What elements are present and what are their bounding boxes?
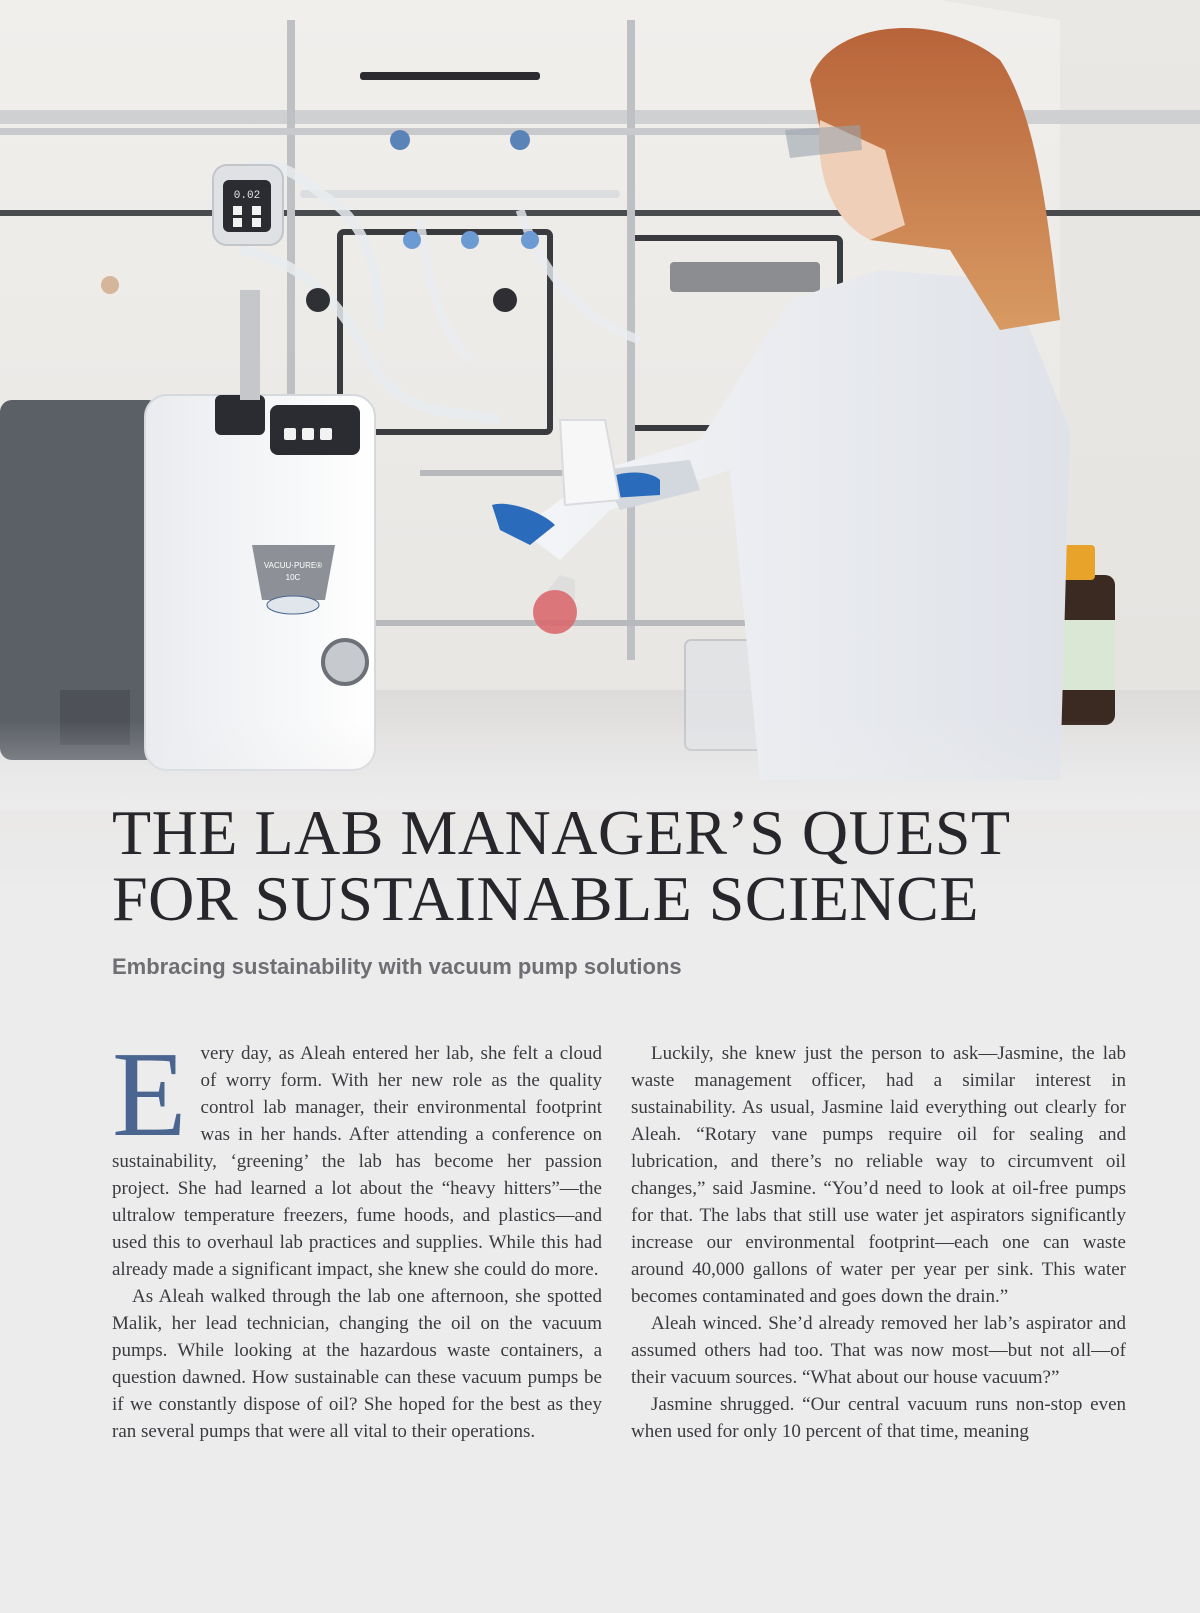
pump-label-line2: 10C — [285, 573, 301, 582]
article-title-line2: FOR SUSTAINABLE SCIENCE — [112, 863, 979, 934]
pump-label-line1: VACUU·PURE® — [263, 561, 323, 570]
paragraph-text: very day, as Aleah entered her lab, she felt a cloud of worry form. With her new role as the quality control lab manager, their environmental footprint was in her hands. After attending a conference on sustainability, ‘greening’ the lab has become her passion project. She had learned a lot about the “heavy hitters”—the ultralow temperature freezers, fume hoods, and plastics—and used this to overhaul lab practices and supplies. While this had already made a significant impact, she knew she could do more. — [112, 1043, 602, 1280]
article-title — [112, 797, 1011, 934]
article-paragraph: As Aleah walked through the lab one afternoon, she spotted Malik, her lead technician, changing the oil on the vacuum pumps. While looking at the hazardous waste containers, a question dawned. How sustainable can these vacuum pumps be if we constantly dispose of oil? She hoped for the best as they ran several pumps that were all vital to their operations. — [112, 1286, 602, 1442]
article-paragraph: Jasmine shrugged. “Our central vacuum runs non-stop even when used for only 10 percent of that time, meaning — [631, 1394, 1126, 1442]
article-subtitle: Embracing sustainability with vacuum pump solutions — [112, 954, 682, 979]
article-column-right — [631, 1040, 1126, 1445]
article-paragraph: Aleah winced. She’d already removed her lab’s aspirator and assumed others had too. That was now most—but not all—of their vacuum sources. “What about our house vacuum?” — [631, 1313, 1126, 1388]
drop-cap: E — [112, 1027, 187, 1162]
article-column-left — [112, 1027, 602, 1445]
article-paragraph: Luckily, she knew just the person to ask—Jasmine, the lab waste management officer, had a similar interest in sustainability. As usual, Jasmine laid everything out clearly for Aleah. “Rotary vane pumps require oil for sealing and lubrication, and there’s no reliable way to circumvent oil changes,” said Jasmine. “You’d need to look at oil-free pumps for that. The labs that still use water jet aspirators significantly increase our environmental footprint—each one can waste around 40,000 gallons of water per year per sink. This water becomes contaminated and goes down the drain.” — [631, 1043, 1126, 1307]
article-title-line1: THE LAB MANAGER’S QUEST — [112, 797, 1011, 868]
article-paragraph — [112, 1027, 602, 1283]
vacuum-pump — [0, 395, 375, 770]
gauge-readout: 0.02 — [233, 190, 261, 202]
